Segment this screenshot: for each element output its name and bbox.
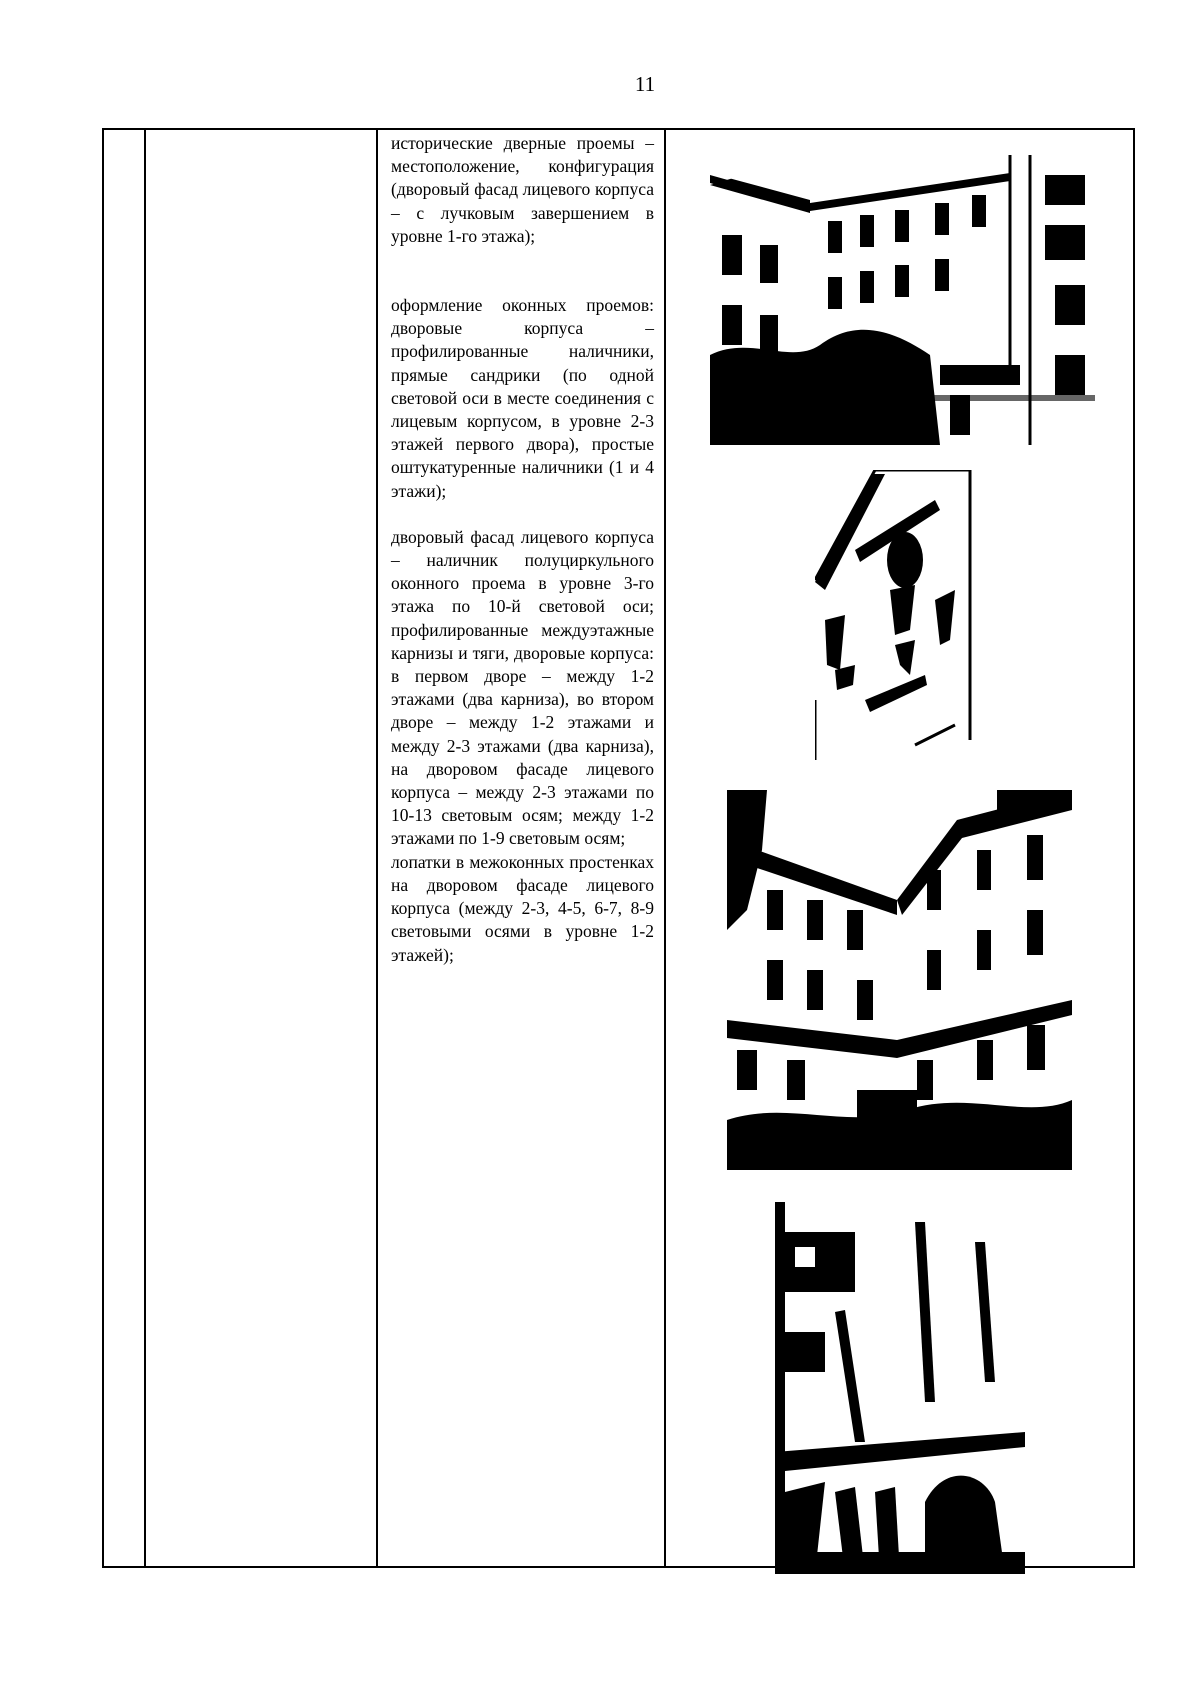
feature-paragraph: лопатки в межоконных простенках на дворовом фасаде лицевого корпуса (между 2-3, 4-5, 6-7, 8-9 световыми осями в уровне 1-2 этажей); [391, 851, 654, 965]
column-divider [144, 130, 146, 1566]
semicircular-window-detail-photo [815, 470, 975, 760]
protected-features-cell [391, 132, 654, 967]
feature-paragraph: дворовый фасад лицевого корпуса – наличник полуциркульного оконного проема в уровне 3-го этажа по 10-й световой оси; профилированные междуэтажные карнизы и тяги, дворовые корпуса: в первом дворе – между 1-2 этажами (два карниза), во втором дворе – между 1-2 этажами и между 2-3 этажами (два карниза), на дворовом фасаде лицевого корпуса – между 2-3 этажами по 10-13 световым осям; между 1-2 этажами по 1-9 световым осям; [391, 526, 654, 849]
courtyard-wall-arches-photo [775, 1202, 1025, 1574]
column-divider [664, 130, 666, 1566]
courtyard-corner-building-photo [727, 790, 1072, 1170]
courtyard-facade-corner-photo [710, 155, 1095, 445]
feature-paragraph: оформление оконных проемов: дворовые корпуса – профилированные наличники, прямые сандрики (по одной световой оси в месте соединения с лицевым корпусом, в уровне 2-3 этажей первого двора), простые оштукатуренные наличники (1 и 4 этажи); [391, 295, 654, 501]
page-number: 11 [634, 72, 656, 96]
column-divider [376, 130, 378, 1566]
feature-paragraph: исторические дверные проемы – местоположение, конфигурация (дворовый фасад лицевого корпуса – с лучковым завершением в уровне 1-го этажа); [391, 133, 654, 246]
